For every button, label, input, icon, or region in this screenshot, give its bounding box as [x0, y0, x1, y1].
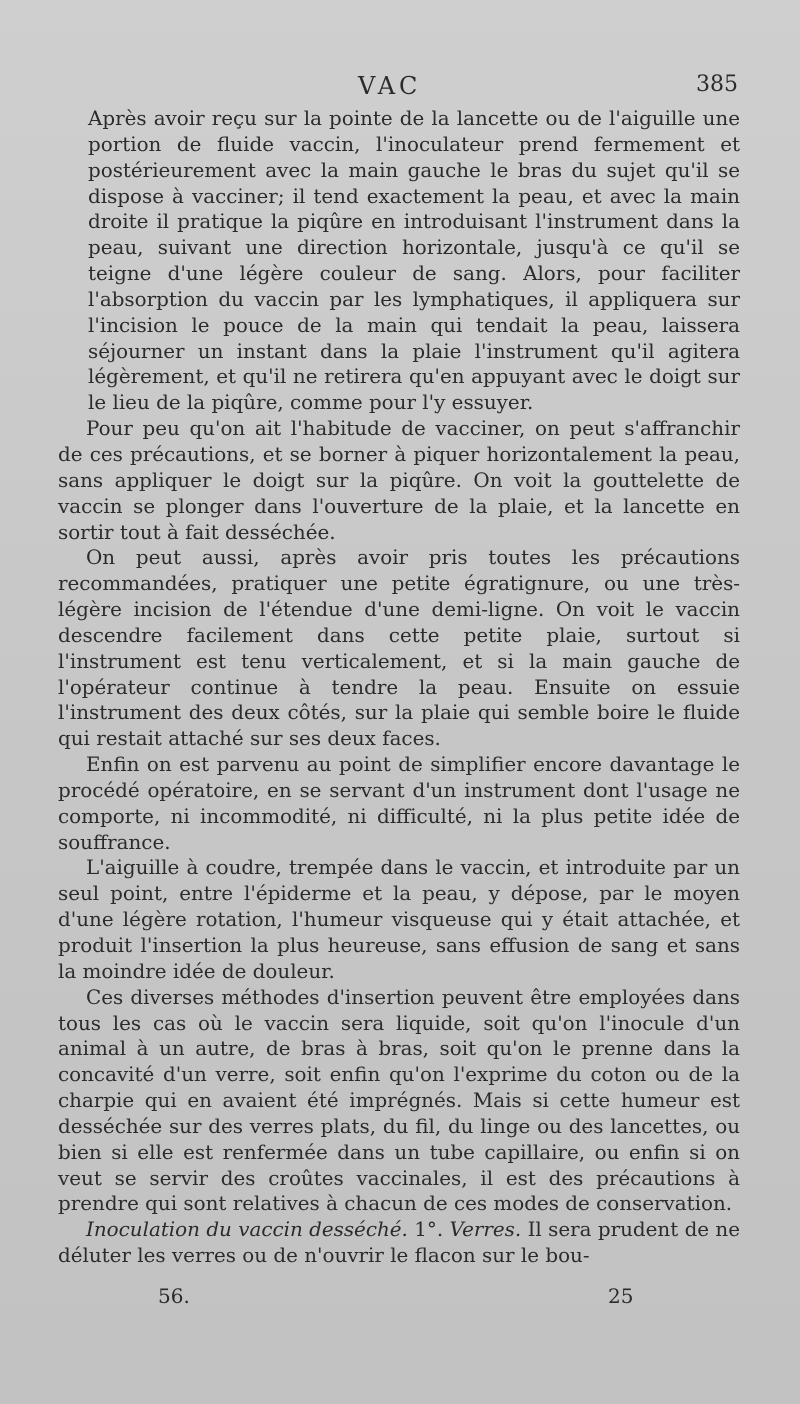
- page-footer: [58, 1284, 740, 1314]
- paragraph-7-text: Il sera prudent de ne déluter les verres ou de n'ouvrir le flacon sur le bou-: [58, 1218, 741, 1268]
- running-head: [58, 72, 738, 104]
- item-number: 1°.: [414, 1218, 444, 1242]
- quire-mark: 25: [608, 1284, 634, 1308]
- paragraph-4: Enfin on est parvenu au point de simplifier encore davantage le procédé opératoire, en se servant d'un instrument dont l'usage ne comporte, ni incommodité, ni difficulté, ni la plus petite idée de souffrance.: [58, 753, 740, 854]
- paragraph-3: On peut aussi, après avoir pris toutes les précautions recommandées, pratiquer une petite égratignure, ou une très-légère incision de l'étendue d'une demi-ligne. On voit le vaccin descendre facilement dans cette petite plaie, surtout si l'instrument est tenu verticalement, et si la main gauche de l'opérateur continue à tendre la peau. Ensuite on essuie l'instrument des deux côtés, sur la plaie qui semble boire le fluide qui restait attaché sur ses deux faces.: [58, 546, 740, 751]
- page-number: 385: [696, 72, 738, 97]
- signature-mark: 56.: [158, 1284, 190, 1308]
- section-heading: Inoculation du vaccin desséché.: [86, 1218, 408, 1242]
- item-heading: Verres.: [449, 1218, 522, 1242]
- paragraph-2: Pour peu qu'on ait l'habitude de vacciner, on peut s'affranchir de ces précautions, et se borner à piquer horizontalement la peau, sans appliquer le doigt sur la piqûre. On voit la gouttelette de vaccin se plonger dans l'ouverture de la plaie, et la lancette en sortir tout à fait desséchée.: [58, 417, 740, 544]
- running-title: VAC: [358, 72, 422, 100]
- paragraph-1: Après avoir reçu sur la pointe de la lancette ou de l'aiguille une portion de fluide vaccin, l'inoculateur prend fermement et postérieurement avec la main gauche le bras du sujet qu'il se dispose à vacciner; il tend exactement la peau, et avec la main droite il pratique la piqûre en introduisant l'instrument dans la peau, suivant une direction horizontale, jusqu'à ce qu'il se teigne d'une légère couleur de sang. Alors, pour faciliter l'absorption du vaccin par les lymphatiques, il appliquera sur l'incision le pouce de la main qui tendait la peau, laissera séjourner un instant dans la plaie l'instrument qu'il agitera légèrement, et qu'il ne retirera qu'en appuyant avec le doigt sur le lieu de la piqûre, comme pour l'y essuyer.: [88, 107, 740, 415]
- body-text: [58, 106, 740, 1269]
- paragraph-6: Ces diverses méthodes d'insertion peuvent être employées dans tous les cas où le vaccin sera liquide, soit qu'on l'inocule d'un animal à un autre, de bras à bras, soit qu'on le prenne dans la concavité d'un verre, soit enfin qu'on l'exprime du coton ou de la charpie qui en avaient été imprégnés. Mais si cette humeur est desséchée sur des verres plats, du fil, du linge ou des lancettes, ou bien si elle est renfermée dans un tube capillaire, ou enfin si on veut se servir des croûtes vaccinales, il est des précautions à prendre qui sont relatives à chacun de ces modes de conservation.: [58, 985, 740, 1216]
- paragraph-5: L'aiguille à coudre, trempée dans le vaccin, et introduite par un seul point, entre l'épiderme et la peau, y dépose, par le moyen d'une légère rotation, l'humeur visqueuse qui y était attachée, et produit l'insertion la plus heureuse, sans effusion de sang et sans la moindre idée de douleur.: [58, 856, 740, 983]
- paragraph-7: [58, 1217, 740, 1269]
